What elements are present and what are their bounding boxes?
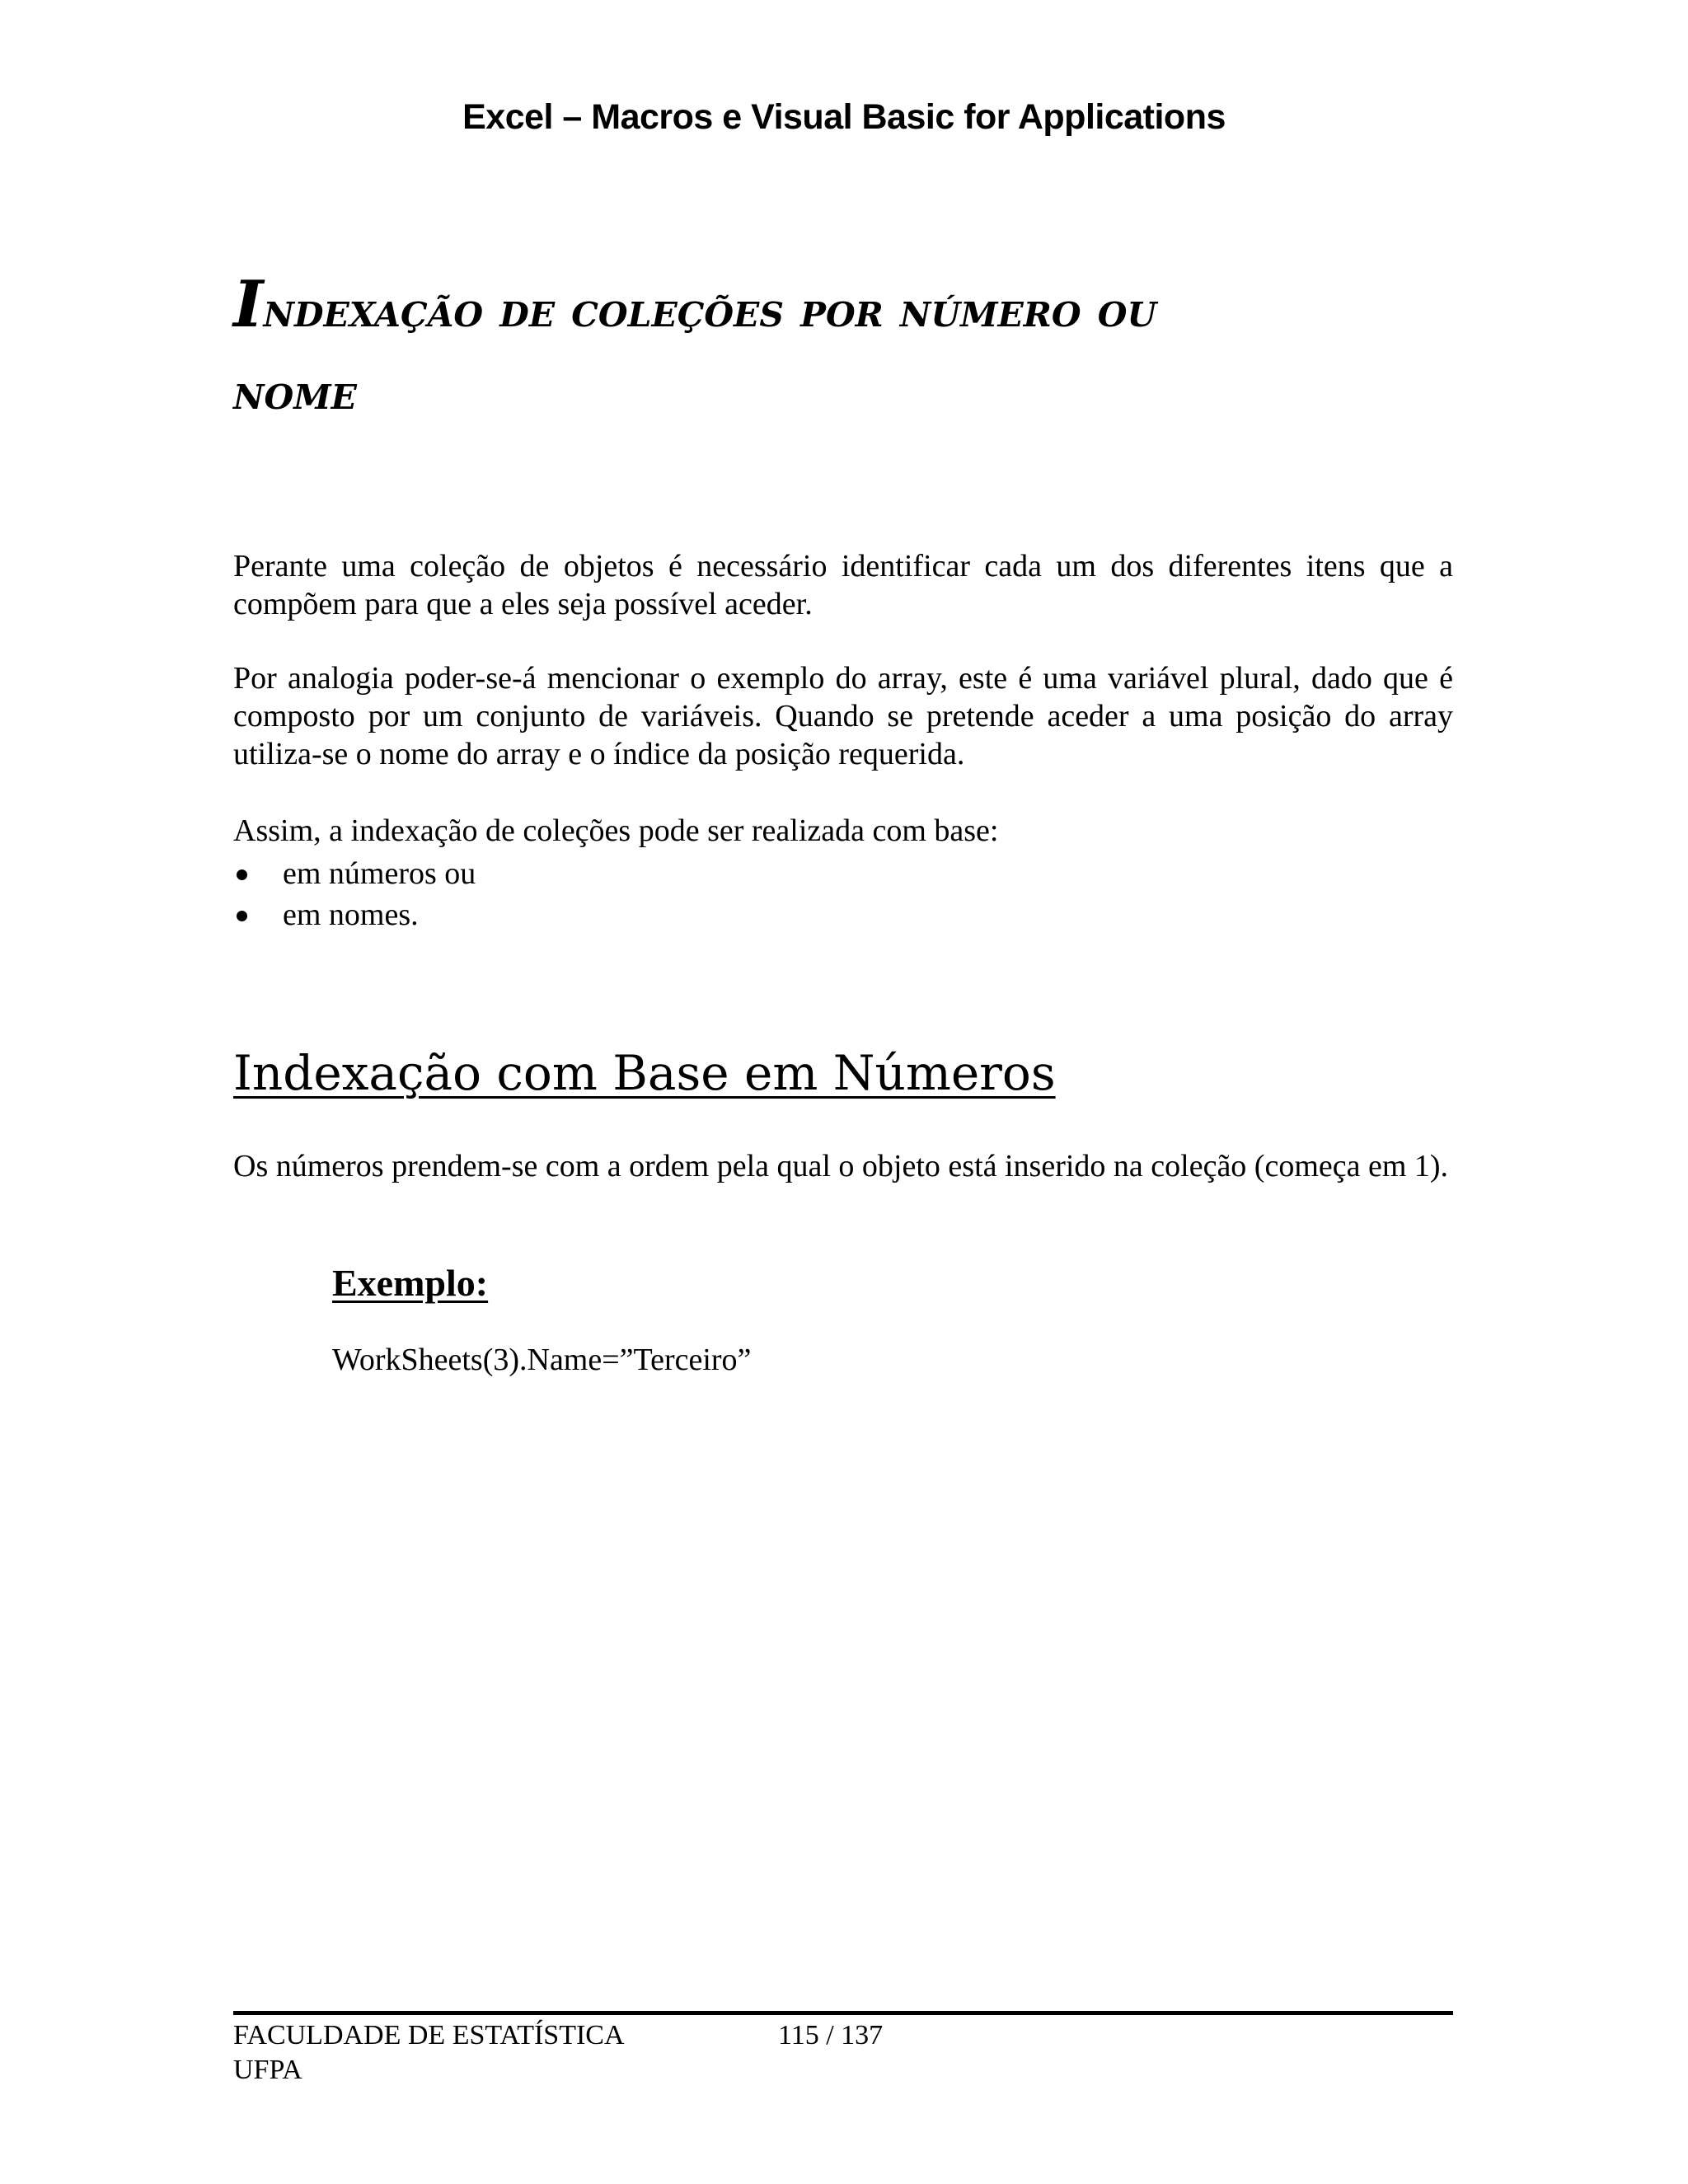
footer-institution-line2: UFPA xyxy=(233,2055,302,2085)
chapter-title-initial: I xyxy=(233,267,264,342)
bullet-icon xyxy=(237,869,247,880)
list-item-text: em números ou xyxy=(283,856,476,891)
running-header: Excel – Macros e Visual Basic for Applications xyxy=(462,97,1226,137)
indexing-basis-paragraph: Assim, a indexação de coleções pode ser realizada com base: xyxy=(233,813,999,848)
list-item-text: em nomes. xyxy=(283,898,419,932)
chapter-title xyxy=(233,264,1470,434)
footer-institution-line1: FACULDADE DE ESTATÍSTICA xyxy=(233,2020,625,2050)
bullet-icon xyxy=(237,911,247,921)
example-label: Exemplo: xyxy=(332,1262,489,1304)
footer-institution xyxy=(233,2018,625,2088)
indexing-basis-list xyxy=(233,853,476,935)
example-code: WorkSheets(3).Name=”Terceiro” xyxy=(332,1343,752,1377)
section-heading: Indexação com Base em Números xyxy=(233,1045,1056,1101)
list-item xyxy=(233,853,476,894)
chapter-title-line1: ndexação de coleções por número ou xyxy=(263,282,1157,338)
list-item xyxy=(233,894,476,935)
footer-rule xyxy=(233,2011,1453,2015)
page-number: 115 / 137 xyxy=(778,2020,884,2050)
chapter-title-line2: nome xyxy=(233,364,357,420)
numbers-paragraph: Os números prendem-se com a ordem pela qual o objeto está inserido na coleção (começa em 1). xyxy=(233,1149,1449,1183)
array-analogy-paragraph: Por analogia poder-se-á mencionar o exemplo do array, este é uma variável plural, dado que é composto por um conjunto de variáveis. Quando se pretende aceder a uma posição do array utiliza-se o nome do array e o índice da posição requerida. xyxy=(233,661,1453,771)
intro-paragraph: Perante uma coleção de objetos é necessário identificar cada um dos diferentes itens que a compõem para que a eles seja possível aceder. xyxy=(233,549,1453,621)
